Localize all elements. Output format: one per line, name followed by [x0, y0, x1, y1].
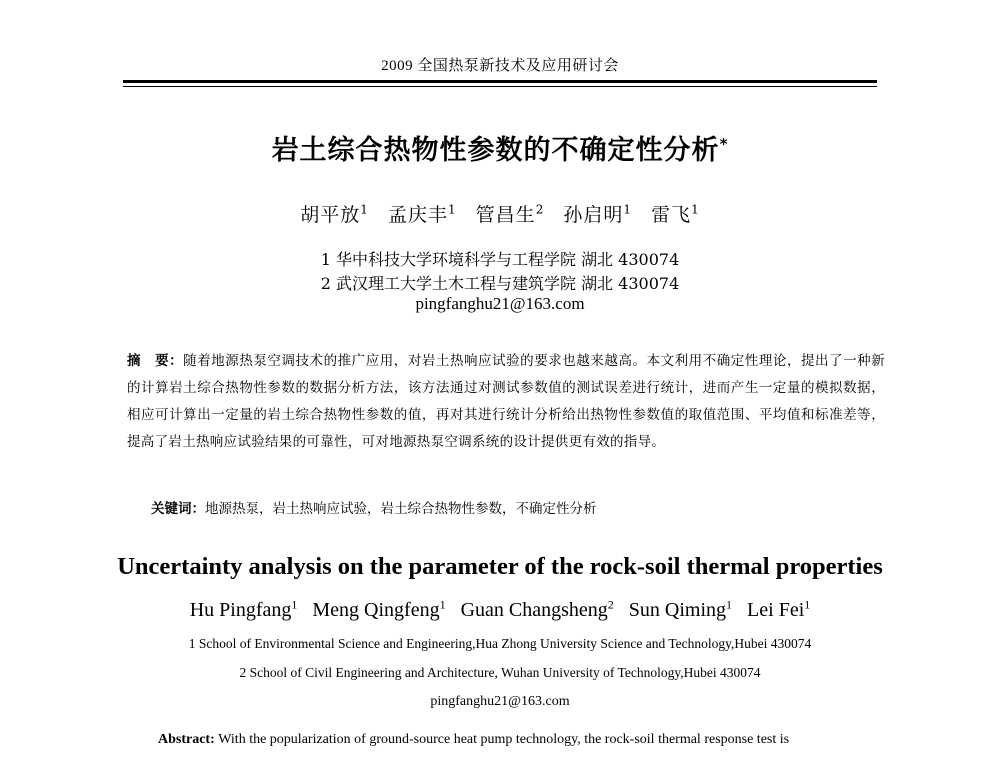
en-author [629, 599, 732, 621]
header-rule-thick [123, 80, 877, 83]
en-author-aff: 1 [726, 597, 733, 611]
en-author-name: Meng Qingfeng [312, 598, 440, 621]
en-affiliation-1: 1 School of Environmental Science and Engineering,Hua Zhong University Science and Technology,Hubei 430074 [188, 636, 812, 651]
cn-email: pingfanghu21@163.com [415, 294, 585, 313]
en-abstract-text: With the popularization of ground-source heat pump technology, the rock-soil thermal response test is [218, 732, 790, 747]
cn-keywords-label: 关键词： [151, 501, 205, 517]
en-author-aff: 1 [804, 597, 811, 611]
header-rule-thin [123, 86, 877, 87]
cn-author-aff: 1 [447, 202, 457, 217]
cn-abstract [127, 348, 885, 456]
cn-author-aff: 1 [623, 202, 633, 217]
cn-author-aff: 2 [535, 202, 545, 217]
en-abstract-label: Abstract: [158, 732, 215, 747]
en-author [461, 599, 614, 621]
cn-author-name: 孟庆丰 [387, 204, 448, 226]
en-abstract [158, 732, 888, 748]
running-header: 2009 全国热泵新技术及应用研讨会 [381, 58, 619, 74]
cn-keywords [151, 497, 881, 517]
cn-keywords-text: 地源热泵，岩土热响应试验，岩土综合热物性参数，不确定性分析 [205, 501, 597, 517]
en-author-aff: 1 [439, 597, 446, 611]
en-author [312, 599, 445, 621]
cn-authors [0, 200, 1000, 227]
cn-abstract-text: 随着地源热泵空调技术的推广应用，对岩土热响应试验的要求也越来越高。本文利用不确定性理论，提出了一种新的计算岩土综合热物性参数的数据分析方法，该方法通过对测试参数值的测试误差进行统计，进而产生一定量的模拟数据，相应可计算出一定量的岩土综合热物性参数的值，再对其进行统计分析给出热物性参数值的取值范围、平均值和标准差等，提高了岩土热响应试验结果的可靠性，可对地源热泵空调系统的设计提供更有效的指导。 [127, 353, 886, 450]
en-author-aff: 2 [607, 597, 614, 611]
cn-author [476, 204, 545, 226]
cn-title [0, 128, 1000, 167]
cn-author-name: 管昌生 [475, 204, 536, 226]
cn-author [300, 204, 369, 226]
en-affiliation-2: 2 School of Civil Engineering and Architecture, Wuhan University of Technology,Hubei 430074 [239, 665, 761, 680]
cn-title-text: 岩土综合热物性参数的不确定性分析 [271, 135, 720, 166]
cn-author [651, 204, 700, 226]
en-author-aff: 1 [291, 597, 298, 611]
cn-author [388, 204, 457, 226]
en-title: Uncertainty analysis on the parameter of the rock-soil thermal properties [117, 553, 883, 580]
en-author-name: Lei Fei [747, 598, 805, 621]
en-author [190, 599, 298, 621]
cn-affiliation-2: 2 武汉理工大学土木工程与建筑学院 湖北 430074 [320, 274, 680, 293]
cn-author-aff: 1 [360, 202, 369, 217]
cn-author-aff: 1 [691, 202, 700, 217]
en-author [747, 599, 810, 621]
en-author-name: Sun Qiming [628, 598, 727, 621]
en-authors [0, 597, 1000, 622]
cn-abstract-label: 摘 要： [127, 353, 184, 369]
en-email: pingfanghu21@163.com [430, 694, 570, 709]
cn-author [563, 204, 632, 226]
cn-author-name: 孙启明 [563, 204, 624, 226]
cn-author-name: 胡平放 [300, 204, 361, 226]
cn-author-name: 雷飞 [651, 204, 692, 226]
en-author-name: Hu Pingfang [189, 598, 292, 621]
cn-affiliation-1: 1 华中科技大学环境科学与工程学院 湖北 430074 [320, 250, 680, 269]
cn-title-marker: * [719, 135, 729, 153]
en-author-name: Guan Changsheng [460, 598, 608, 621]
